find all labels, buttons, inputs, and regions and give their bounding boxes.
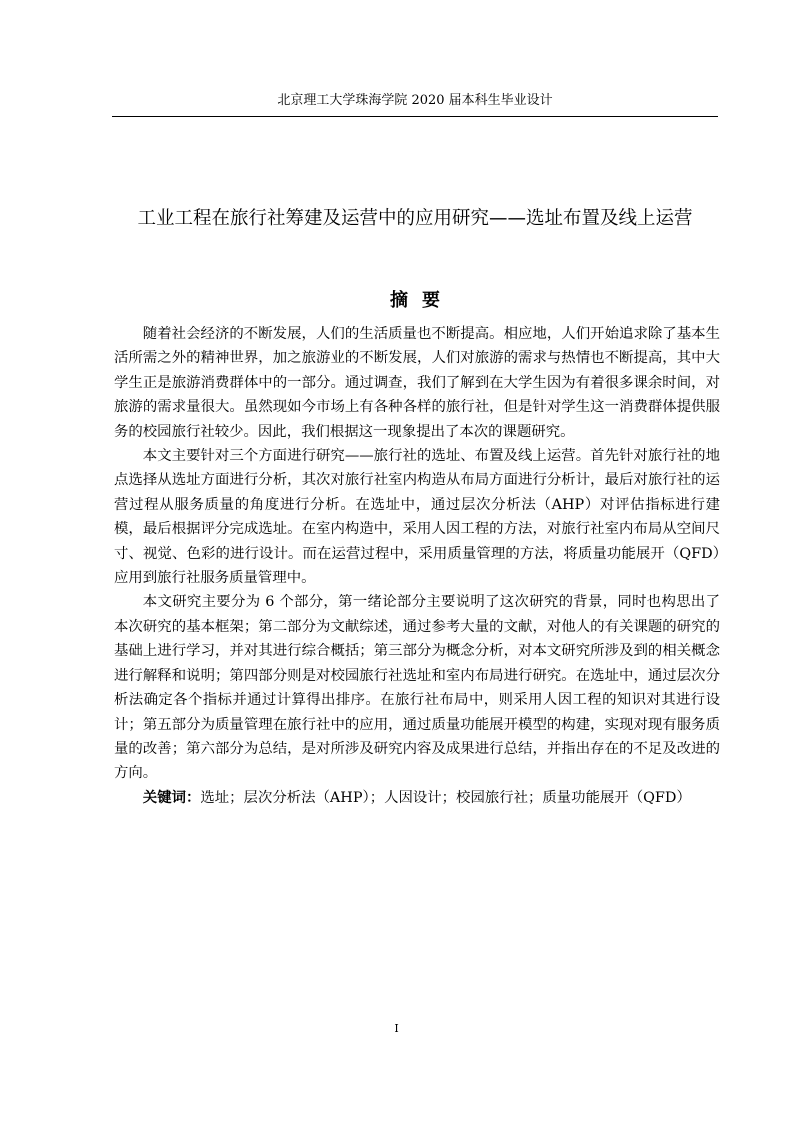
abstract-heading: 摘要 (390, 290, 454, 311)
abstract-body (114, 322, 720, 810)
abstract-paragraph-3: 本文研究主要分为 6 个部分，第一绪论部分主要说明了这次研究的背景，同时也构思出了本次研究的基本框架；第二部分为文献综述，通过参考大量的文献，对他人的有关课题的研究的基础上进行学习，并对其进行综合概括；第三部分为概念分析，对本文研究所涉及到的相关概念进行解释和说明；第四部分则是对校园旅行社选址和室内布局进行研究。在选址中，通过层次分析法确定各个指标并通过计算得出排序。在旅行社布局中，则采用人因工程的知识对其进行设计；第五部分为质量管理在旅行社中的应用，通过质量功能展开模型的构建，实现对现有服务质量的改善；第六部分为总结，是对所涉及研究内容及成果进行总结，并指出存在的不足及改进的方向。 (114, 594, 720, 782)
abstract-paragraph-2: 本文主要针对三个方面进行研究——旅行社的选址、布置及线上运营。首先针对旅行社的地点选择从选址方面进行分析，其次对旅行社室内构造从布局方面进行分析计，最后对旅行社的运营过程从服务质量的角度进行分析。在选址中，通过层次分析法（AHP）对评估指标进行建模，最后根据评分完成选址。在室内构造中，采用人因工程的方法，对旅行社室内布局从空间尺寸、视觉、色彩的进行设计。而在运营过程中，采用质量管理的方法，将质量功能展开（QFD）应用到旅行社服务质量管理中。 (114, 448, 720, 587)
page-header (112, 92, 718, 117)
keywords-line (114, 786, 720, 810)
keywords-label: 关键词： (142, 789, 201, 806)
abstract-paragraph-1: 随着社会经济的不断发展，人们的生活质量也不断提高。相应地，人们开始追求除了基本生活所需之外的精神世界，加之旅游业的不断发展，人们对旅游的需求与热情也不断提高，其中大学生正是旅游消费群体中的一部分。通过调查，我们了解到在大学生因为有着很多课余时间，对旅游的需求量很大。虽然现如今市场上有各种各样的旅行社，但是针对学生这一消费群体提供服务的校园旅行社较少。因此，我们根据这一现象提出了本次的课题研究。 (114, 326, 720, 440)
keywords-list: 选址；层次分析法（AHP）；人因设计；校园旅行社；质量功能展开（QFD） (200, 789, 691, 806)
page-number: I (394, 1022, 399, 1035)
thesis-title: 工业工程在旅行社筹建及运营中的应用研究——选址布置及线上运营 (137, 208, 693, 229)
header-text: 北京理工大学珠海学院 2020 届本科生毕业设计 (277, 93, 553, 108)
